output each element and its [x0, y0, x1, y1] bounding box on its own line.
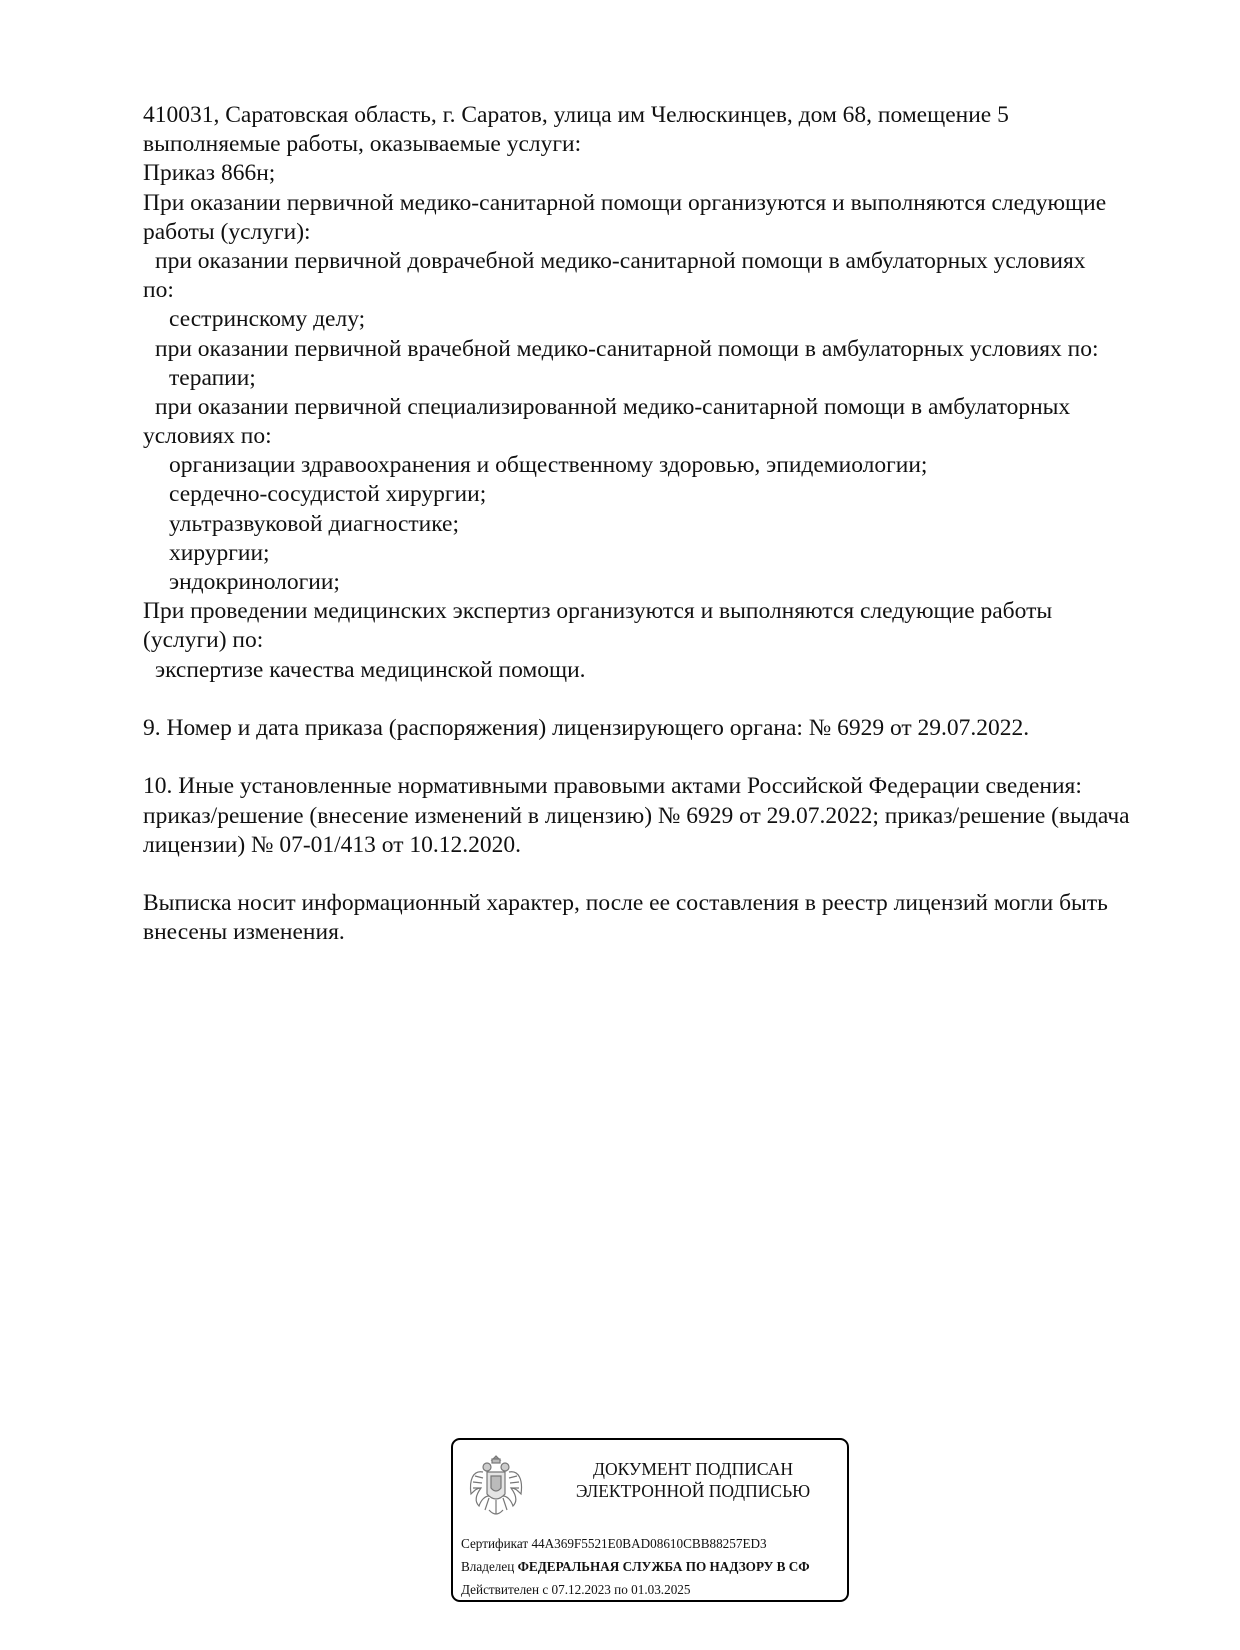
address-line: 410031, Саратовская область, г. Саратов, улица им Челюскинцев, дом 68, помещение 5 [143, 102, 1009, 128]
service-item: сестринскому делу; [169, 306, 366, 333]
owner-line: Владелец ФЕДЕРАЛЬНАЯ СЛУЖБА ПО НАДЗОРУ В СФ [461, 1559, 810, 1574]
service-item: хирургии; [169, 539, 270, 566]
order-number: Приказ 866н; [143, 160, 276, 187]
works-heading: выполняемые работы, оказываемые услуги: [143, 131, 582, 158]
document-body [143, 101, 1163, 947]
expertise-heading: При проведении медицинских экспертиз организуются и выполняются следующие работы [143, 598, 1053, 625]
disclaimer: Выписка носит информационный характер, после ее составления в реестр лицензий могли быть [143, 890, 1108, 917]
section-10-cont: приказ/решение (внесение изменений в лицензию) № 6929 от 29.07.2022; приказ/решение (выдача [143, 802, 1130, 829]
service-item: экспертизе качества медицинской помощи. [155, 656, 586, 683]
stamp-title: ДОКУМЕНТ ПОДПИСАН ЭЛЕКТРОННОЙ ПОДПИСЬЮ [575, 1459, 811, 1501]
section-9: 9. Номер и дата приказа (распоряжения) лицензирующего органа: № 6929 от 29.07.2022. [143, 714, 1030, 741]
expertise-heading-cont: (услуги) по: [143, 627, 264, 654]
specialized-care-heading-cont: условиях по: [143, 423, 272, 450]
section-10-cont: лицензии) № 07-01/413 от 10.12.2020. [143, 831, 522, 858]
physician-care-heading: при оказании первичной врачебной медико-санитарной помощи в амбулаторных условиях по: [155, 335, 1099, 362]
validity-line: Действителен с 07.12.2023 по 01.03.2025 [461, 1582, 691, 1597]
prehospital-care-heading-cont: по: [143, 277, 174, 304]
valid-from-date: 07.12.2023 [551, 1582, 611, 1597]
certificate-line: Сертификат 44A369F5521E0BAD08610CBB88257ED3 [461, 1536, 767, 1551]
coat-of-arms-icon [465, 1450, 527, 1524]
electronic-signature-stamp [451, 1438, 849, 1602]
primary-care-heading-cont: работы (услуги): [143, 218, 311, 245]
prehospital-care-heading: при оказании первичной доврачебной медико-санитарной помощи в амбулаторных условиях [155, 247, 1086, 274]
disclaimer-cont: внесены изменения. [143, 919, 345, 946]
service-item: терапии; [169, 364, 256, 391]
service-item: эндокринологии; [169, 569, 340, 595]
service-item: ультразвуковой диагностике; [169, 510, 460, 537]
service-item: организации здравоохранения и общественному здоровью, эпидемиологии; [169, 452, 928, 479]
certificate-number: 44A369F5521E0BAD08610CBB88257ED3 [531, 1536, 767, 1551]
owner-name: ФЕДЕРАЛЬНАЯ СЛУЖБА ПО НАДЗОРУ В СФ [517, 1559, 810, 1574]
section-10: 10. Иные установленные нормативными правовыми актами Российской Федерации сведения: [143, 773, 1082, 800]
primary-care-heading: При оказании первичной медико-санитарной помощи организуются и выполняются следующие [143, 189, 1107, 216]
service-item: сердечно-сосудистой хирургии; [169, 481, 487, 508]
valid-to-date: 01.03.2025 [631, 1582, 691, 1597]
specialized-care-heading: при оказании первичной специализированной медико-санитарной помощи в амбулаторных [155, 393, 1071, 420]
